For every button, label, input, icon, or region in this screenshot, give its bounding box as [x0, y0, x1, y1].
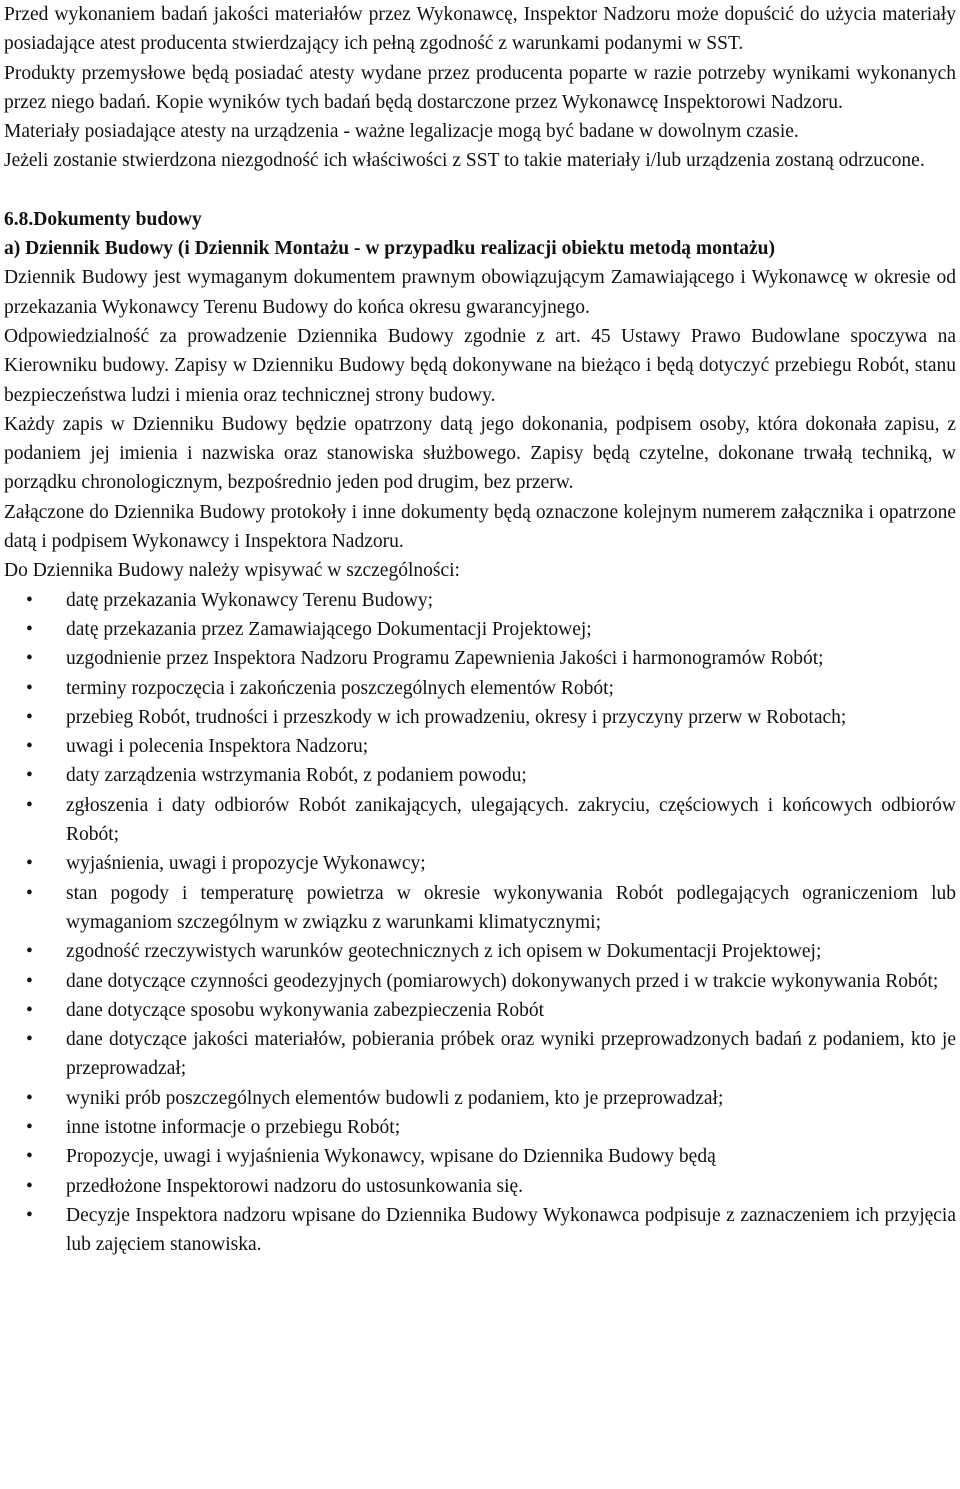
paragraph-materialy: Materiały posiadające atesty na urządzenia - ważne legalizacje mogą być badane w dowolnym czasie.	[4, 121, 799, 143]
list-item	[4, 937, 956, 966]
bullet-icon: •	[26, 853, 33, 875]
list-item-text: wyjaśnienia, uwagi i propozycje Wykonawcy;	[66, 853, 426, 875]
list-item-text: uzgodnienie przez Inspektora Nadzoru Programu Zapewnienia Jakości i harmonogramów Robót;	[66, 648, 824, 670]
list-item-text: zgłoszenia i daty odbiorów Robót zanikających, ulegających. zakryciu, częściowych i końcowych odbiorów Robót;	[66, 794, 956, 846]
list-item-text: terminy rozpoczęcia i zakończenia poszczególnych elementów Robót;	[66, 677, 614, 699]
paragraph-zalaczone: Załączone do Dziennika Budowy protokoły i inne dokumenty będą oznaczone kolejnym numerem załącznika i opatrzone datą i podpisem Wykonawcy i Inspektora Nadzoru.	[4, 501, 956, 553]
list-item	[4, 586, 956, 615]
list-item-text: uwagi i polecenia Inspektora Nadzoru;	[66, 736, 369, 758]
list-item	[4, 644, 956, 673]
list-item	[4, 1172, 956, 1201]
bullet-icon: •	[26, 736, 33, 758]
list-item	[4, 967, 956, 996]
list-item	[4, 1201, 956, 1260]
list-item-text: stan pogody i temperaturę powietrza w okresie wykonywania Robót podlegających ograniczeniom lub wymaganiom szczególnym w związku z warunkami klimatycznymi;	[66, 882, 956, 933]
list-item	[4, 791, 956, 850]
list-item-text: dane dotyczące czynności geodezyjnych (pomiarowych) dokonywanych przed i w trakcie wykonywania Robót;	[66, 970, 939, 992]
bullet-icon: •	[26, 706, 33, 728]
list-item	[4, 996, 956, 1025]
bullet-icon: •	[26, 999, 33, 1021]
bullet-icon: •	[26, 882, 33, 904]
list-item-text: daty zarządzenia wstrzymania Robót, z podaniem powodu;	[66, 765, 527, 787]
bullet-icon: •	[26, 1146, 33, 1168]
list-item	[4, 674, 956, 703]
bullet-icon: •	[26, 794, 33, 816]
paragraph-lista-intro: Do Dziennika Budowy należy wpisywać w szczególności:	[4, 560, 460, 582]
section-heading: 6.8.Dokumenty budowy	[4, 208, 202, 230]
list-item-text: Decyzje Inspektora nadzoru wpisane do Dziennika Budowy Wykonawca podpisuje z zaznaczeniem ich przyjęcia lub zajęciem stanowiska.	[66, 1204, 956, 1256]
bullet-icon: •	[26, 1204, 33, 1226]
bullet-icon: •	[26, 941, 33, 963]
bullet-icon: •	[26, 648, 33, 670]
bullet-icon: •	[26, 1087, 33, 1109]
spacer	[4, 176, 956, 205]
paragraph-produkty: Produkty przemysłowe będą posiadać atesty wydane przez producenta poparte w razie potrzeby wynikami wykonanych przez niego badań. Kopie wyników tych badań będą dostarczone przez Wykonawcę Inspektorowi Nadzoru.	[4, 62, 956, 113]
list-item-text: dane dotyczące jakości materiałów, pobierania próbek oraz wyniki przeprowadzonych badań z podaniem, kto je przeprowadzał;	[66, 1029, 956, 1080]
list-item	[4, 703, 956, 732]
list-item-text: datę przekazania Wykonawcy Terenu Budowy;	[66, 589, 434, 611]
bullet-icon: •	[26, 589, 33, 611]
bullet-icon: •	[26, 677, 33, 699]
list-item	[4, 615, 956, 644]
paragraph-zapis: Każdy zapis w Dzienniku Budowy będzie opatrzony datą jego dokonania, podpisem osoby, która dokonała zapisu, z podaniem jej imienia i nazwiska oraz stanowiska służbowego. Zapisy będą czytelne, dokonane trwałą techniką, w porządku chronologicznym, bezpośrednio jeden pod drugim, bez przerw.	[4, 413, 956, 494]
list-item-text: dane dotyczące sposobu wykonywania zabezpieczenia Robót	[66, 999, 545, 1021]
list-item	[4, 1142, 956, 1171]
bullet-icon: •	[26, 618, 33, 640]
list-item	[4, 761, 956, 790]
list-item-text: wyniki prób poszczególnych elementów budowli z podaniem, kto je przeprowadzał;	[66, 1087, 724, 1109]
list-item-text: zgodność rzeczywistych warunków geotechnicznych z ich opisem w Dokumentacji Projektowej;	[66, 941, 822, 963]
list-item-text: Propozycje, uwagi i wyjaśnienia Wykonawcy, wpisane do Dziennika Budowy będą	[66, 1146, 716, 1168]
list-item	[4, 849, 956, 878]
paragraph-dziennik: Dziennik Budowy jest wymaganym dokumentem prawnym obowiązującym Zamawiającego i Wykonawcę w okresie od przekazania Wykonawcy Terenu Budowy do końca okresu gwarancyjnego.	[4, 267, 956, 318]
list-item	[4, 1084, 956, 1113]
bullet-icon: •	[26, 1116, 33, 1138]
list-item-text: datę przekazania przez Zamawiającego Dokumentacji Projektowej;	[66, 618, 592, 640]
bullet-icon: •	[26, 1029, 33, 1051]
bullet-icon: •	[26, 765, 33, 787]
list-item-text: przedłożone Inspektorowi nadzoru do ustosunkowania się.	[66, 1175, 524, 1197]
list-item	[4, 1113, 956, 1142]
paragraph-odpowiedzialnosc: Odpowiedzialność za prowadzenie Dziennika Budowy zgodnie z art. 45 Ustawy Prawo Budowlane spoczywa na Kierowniku budowy. Zapisy w Dzienniku Budowy będą dokonywane na bieżąco i będą dotyczyć przebiegu Robót, stanu bezpieczeństwa ludzi i mienia oraz technicznej strony budowy.	[4, 325, 956, 406]
list-item	[4, 879, 956, 938]
paragraph-atest: Przed wykonaniem badań jakości materiałów przez Wykonawcę, Inspektor Nadzoru może dopuścić do użycia materiały posiadające atest producenta stwierdzający ich pełną zgodność z warunkami podanymi w SST.	[4, 4, 956, 55]
list-item	[4, 1025, 956, 1084]
bullet-icon: •	[26, 970, 33, 992]
list-item-text: przebieg Robót, trudności i przeszkody w ich prowadzeniu, okresy i przyczyny przerw w Robotach;	[66, 706, 847, 728]
bullet-icon: •	[26, 1175, 33, 1197]
paragraph-niezgodnosc: Jeżeli zostanie stwierdzona niezgodność ich właściwości z SST to takie materiały i/lub urządzenia zostaną odrzucone.	[4, 150, 925, 172]
list-item	[4, 732, 956, 761]
bullet-list	[4, 586, 956, 1260]
list-item-text: inne istotne informacje o przebiegu Robót;	[66, 1116, 401, 1138]
subsection-heading: a) Dziennik Budowy (i Dziennik Montażu - w przypadku realizacji obiektu metodą montażu)	[4, 238, 775, 260]
